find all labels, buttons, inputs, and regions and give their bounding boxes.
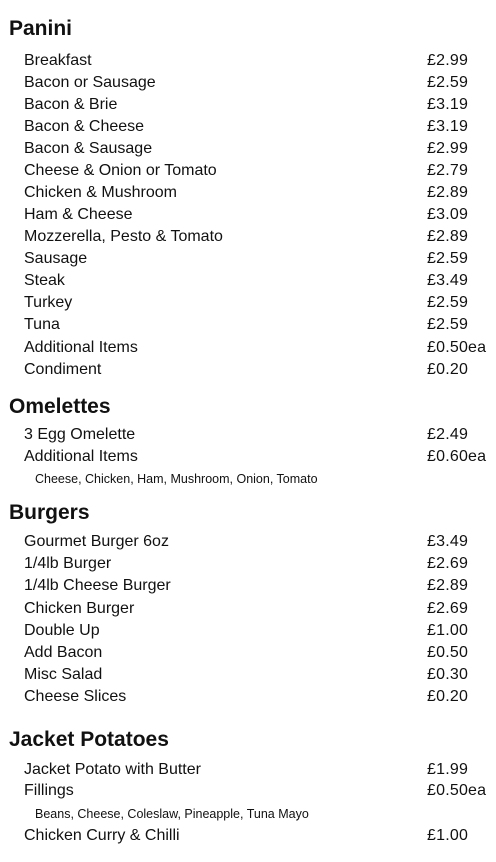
menu-item	[0, 182, 496, 204]
menu-item	[0, 780, 496, 802]
menu-item	[0, 620, 496, 642]
item-price: £0.50ea	[427, 782, 487, 799]
item-name: Fillings	[24, 782, 74, 799]
item-price: £2.59	[427, 294, 469, 311]
item-name: Bacon or Sausage	[24, 74, 156, 91]
item-name: Chicken & Mushroom	[24, 184, 177, 201]
item-name: Additional Items	[24, 448, 138, 465]
item-price: £0.50	[427, 644, 469, 661]
item-price: £2.59	[427, 316, 469, 333]
menu-item	[0, 531, 496, 553]
item-price: £0.60ea	[427, 448, 487, 465]
item-price: £1.00	[427, 622, 469, 639]
item-name: 1/4lb Cheese Burger	[24, 577, 171, 594]
item-name: Ham & Cheese	[24, 206, 133, 223]
menu-item	[0, 226, 496, 248]
menu-item	[0, 248, 496, 270]
item-price: £3.49	[427, 533, 469, 550]
item-name: Steak	[24, 272, 65, 289]
item-name: Chicken Burger	[24, 600, 135, 617]
menu-item	[0, 160, 496, 182]
item-name: 3 Egg Omelette	[24, 426, 136, 443]
item-price: £3.19	[427, 118, 469, 135]
menu-item	[0, 642, 496, 664]
item-price: £2.79	[427, 162, 469, 179]
item-price: £3.19	[427, 96, 469, 113]
menu-item	[0, 553, 496, 575]
item-name: Add Bacon	[24, 644, 103, 661]
item-price: £2.69	[427, 555, 469, 572]
item-name: Double Up	[24, 622, 100, 639]
filling-options-note: Beans, Cheese, Coleslaw, Pineapple, Tuna Mayo	[35, 807, 309, 821]
item-price: £0.30	[427, 666, 469, 683]
item-price: £3.09	[427, 206, 469, 223]
menu-item	[0, 686, 496, 708]
item-name: Gourmet Burger 6oz	[24, 533, 169, 550]
menu-item	[0, 424, 496, 446]
item-price: £0.50ea	[427, 339, 487, 356]
section-title-omelettes: Omelettes	[9, 395, 111, 418]
item-name: Sausage	[24, 250, 88, 267]
item-price: £3.49	[427, 272, 469, 289]
item-name: Chicken Curry & Chilli	[24, 827, 180, 844]
item-name: Bacon & Cheese	[24, 118, 145, 135]
item-price: £2.69	[427, 600, 469, 617]
section-title-burgers: Burgers	[9, 501, 90, 524]
menu-item	[0, 204, 496, 226]
item-name: Bacon & Sausage	[24, 140, 153, 157]
item-name: Condiment	[24, 361, 102, 378]
item-name: Breakfast	[24, 52, 92, 69]
item-price: £0.20	[427, 688, 469, 705]
item-name: Bacon & Brie	[24, 96, 118, 113]
item-name: 1/4lb Burger	[24, 555, 112, 572]
menu-item	[0, 598, 496, 620]
item-name: Tuna	[24, 316, 60, 333]
item-name: Turkey	[24, 294, 73, 311]
item-price: £2.99	[427, 52, 469, 69]
menu-item	[0, 50, 496, 72]
menu-item	[0, 825, 496, 847]
menu-item	[0, 138, 496, 160]
item-price: £2.89	[427, 228, 469, 245]
item-price: £2.49	[427, 426, 469, 443]
menu-item	[0, 292, 496, 314]
item-price: £2.89	[427, 577, 469, 594]
menu-item	[0, 116, 496, 138]
menu-item	[0, 446, 496, 468]
item-price: £1.00	[427, 827, 469, 844]
item-name: Cheese & Onion or Tomato	[24, 162, 217, 179]
menu-item	[0, 270, 496, 292]
item-name: Cheese Slices	[24, 688, 127, 705]
menu-item	[0, 359, 496, 381]
menu-item	[0, 575, 496, 597]
menu-item	[0, 72, 496, 94]
section-title-panini: Panini	[9, 17, 73, 40]
item-price: £2.59	[427, 74, 469, 91]
menu-item	[0, 759, 496, 781]
section-title-jacket-potatoes: Jacket Potatoes	[9, 728, 169, 751]
item-name: Mozzerella, Pesto & Tomato	[24, 228, 223, 245]
item-price: £2.99	[427, 140, 469, 157]
item-price: £2.59	[427, 250, 469, 267]
item-price: £0.20	[427, 361, 469, 378]
menu-item	[0, 314, 496, 336]
menu-item	[0, 337, 496, 359]
item-price: £1.99	[427, 761, 469, 778]
item-price: £2.89	[427, 184, 469, 201]
menu-item	[0, 664, 496, 686]
item-name: Jacket Potato with Butter	[24, 761, 201, 778]
menu-item	[0, 94, 496, 116]
item-name: Misc Salad	[24, 666, 103, 683]
omelette-options-note: Cheese, Chicken, Ham, Mushroom, Onion, Tomato	[35, 472, 318, 486]
item-name: Additional Items	[24, 339, 138, 356]
